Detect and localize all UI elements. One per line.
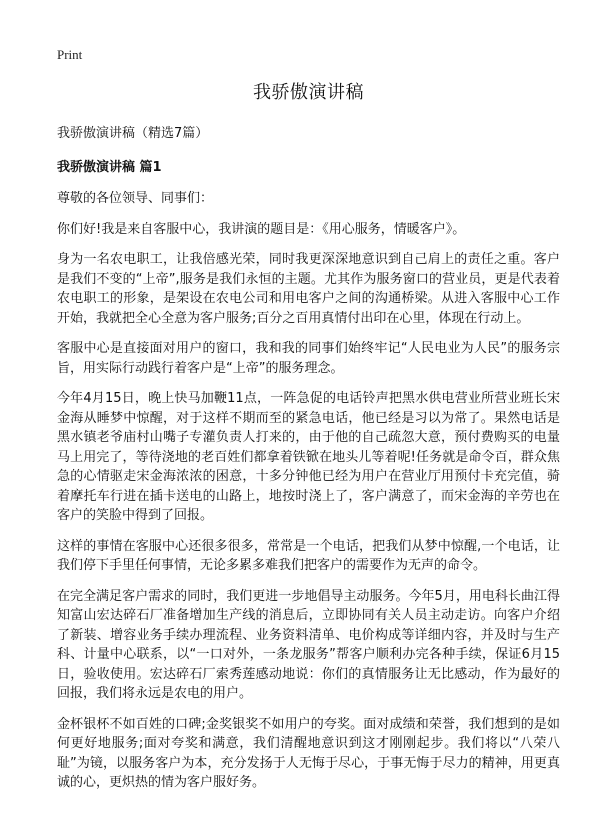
page-title: 我骄傲演讲稿 <box>253 82 364 103</box>
document-subtitle: 我骄傲演讲稿（精选7篇） <box>57 126 209 141</box>
paragraph-body: 今年4月15日，晚上快马加鞭11点，一阵急促的电话铃声把黑水供电营业所营业班长宋金海从睡梦中惊醒，对于这样不期而至的紧急电话，他已经是习以为常了。果然电话是黑水镇老爷庙村山嘴子专灌负责人打来的，由于他的自己疏忽大意，预付费购买的电量马上用完了，等待浇地的老百姓们都拿着铁锨在地头儿等着呢!任务就是命令百，群众焦急的心情驱走宋金海浓浓的困意，十多分钟他已经为用户在营业厅用预付卡充完值，骑着摩托车行进在插卡送电的山路上，地按时浇上了，客户满意了，而宋金海的辛劳也在客户的笑脸中得到了回报。 <box>57 391 560 523</box>
paragraph-body: 在完全满足客户需求的同时，我们更进一步地倡导主动服务。今年5月，用电科长曲江得知富山宏达碎石厂准备增加生产线的消息后，立即协同有关人员主动走访。向客户介绍了新装、增容业务手续办理流程、业务资料清单、电价构成等详细内容，并及时与生产科、计量中心联系，以“一口对外，一条龙服务”帮客户顺利办完各种手续，保证6月15日，验收使用。宏达碎石厂索秀莲感动地说：你们的真情服务让无比感动，作为最好的回报，我们将永远是农电的用户。 <box>57 588 560 701</box>
section-heading: 我骄傲演讲稿 篇1 <box>57 160 162 175</box>
paragraph-body: 这样的事情在客服中心还很多很多，常常是一个电话，把我们从梦中惊醒,一个电话，让我们停下手里任何事情，无论多累多难我们把客户的需要作为无声的命令。 <box>57 538 560 573</box>
paragraph-intro: 你们好!我是来自客服中心，我讲演的题目是：《用心服务，情暖客户》。 <box>57 221 466 237</box>
paragraph-body: 客服中心是直接面对用户的窗口，我和我的同事们始终牢记“人民电业为人民”的服务宗旨，用实际行动践行着客户是“上帝”的服务理念。 <box>57 341 560 376</box>
paragraph-greeting: 尊敬的各位领导、同事们： <box>57 191 214 206</box>
print-link[interactable]: Print <box>57 47 83 62</box>
paragraph-body: 身为一名农电职工，让我倍感光荣，同时我更深深地意识到自己肩上的责任之重。客户是我们不变的“上帝”,服务是我们永恒的主题。尤其作为服务窗口的营业员，更是代表着农电职工的形象，是架设在农电公司和用电客户之间的沟通桥梁。从进入客服中心工作开始，我就把全心全意为客户服务;百分之百用真情付出印在心里，体现在行动上。 <box>57 252 560 326</box>
paragraph-body: 金杯银杯不如百姓的口碑;金奖银奖不如用户的夸奖。面对成绩和荣誉，我们想到的是如何更好地服务;面对夸奖和满意，我们清醒地意识到这才刚刚起步。我们将以“八荣八耻”为镜，以服务客户为本，充分发扬于人无悔于尽心，于事无悔于尽力的精神，用更真诚的心，更炽热的情为客户服好务。 <box>57 716 560 790</box>
